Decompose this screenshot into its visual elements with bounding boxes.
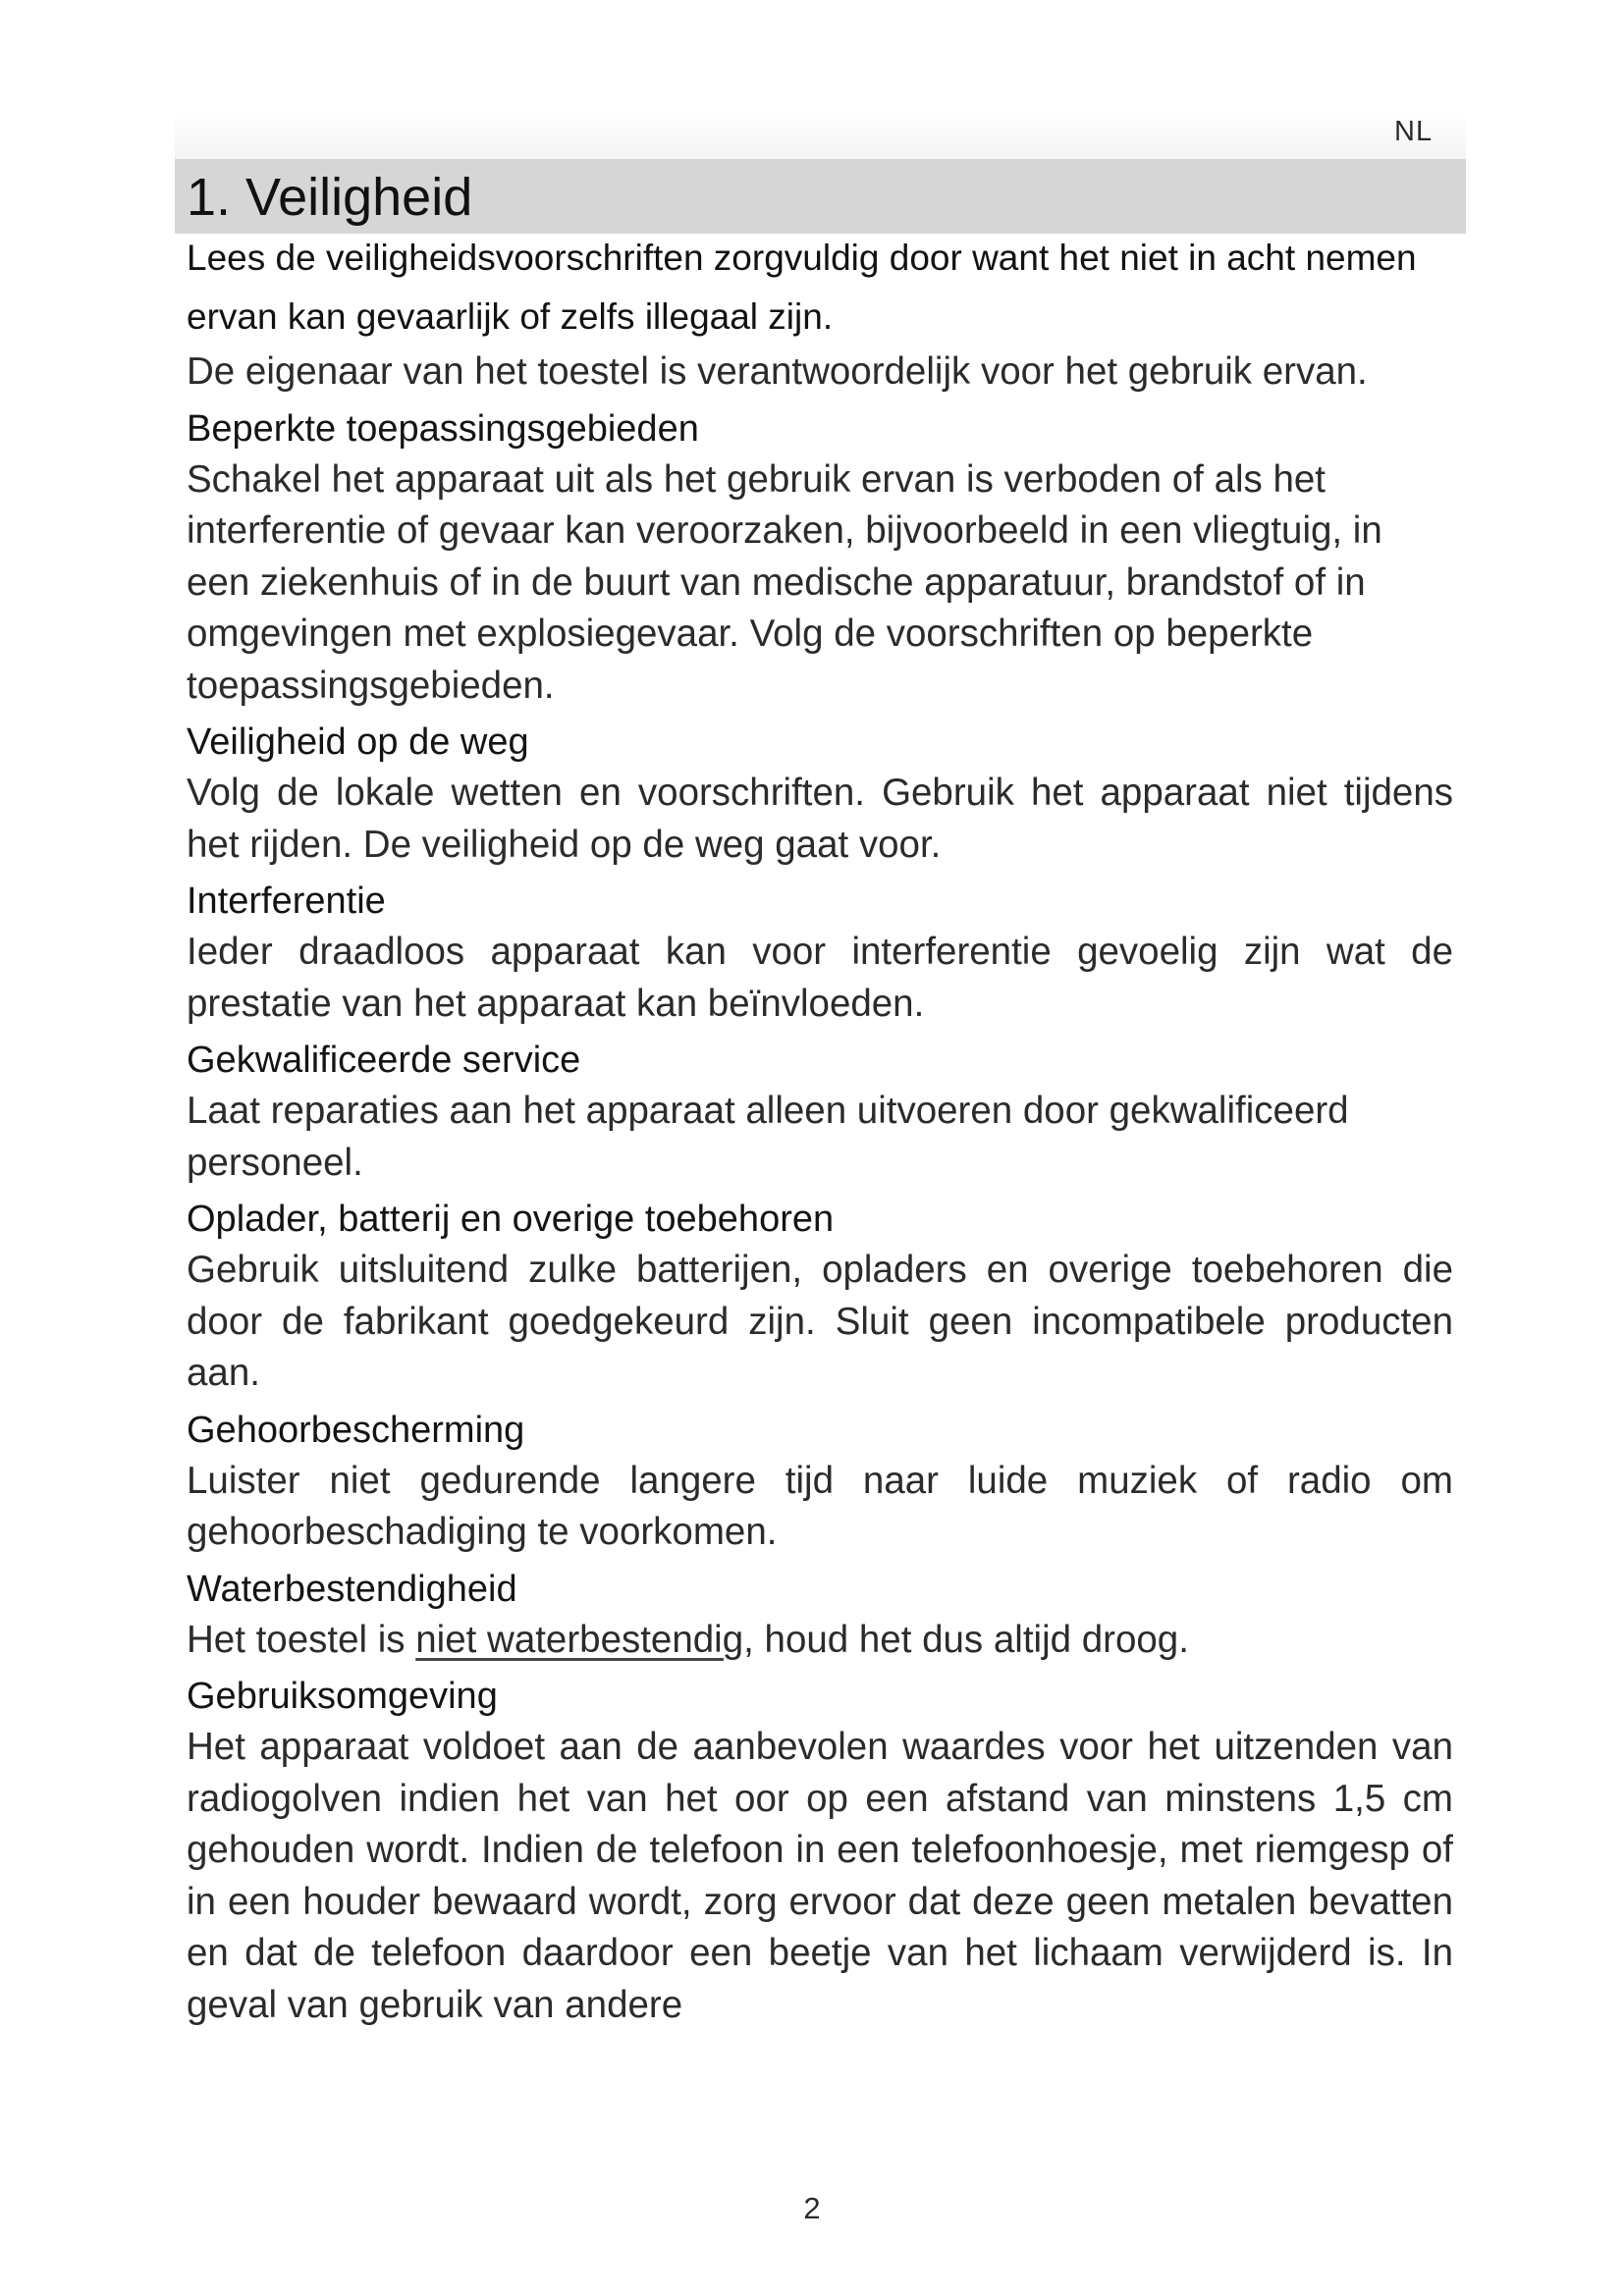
section-text-water-resistance <box>187 1615 1453 1667</box>
section-text-road-safety: Volg de lokale wetten en voorschriften. Gebruik het apparaat niet tijdens het rijden. De veiligheid op de weg gaat voor. <box>187 772 1453 866</box>
section-text-interference: Ieder draadloos apparaat kan voor interferentie gevoelig zijn wat de prestatie van het apparaat kan beïnvloeden. <box>187 931 1453 1025</box>
language-code: NL <box>1394 116 1434 147</box>
intro-owner: De eigenaar van het toestel is verantwoordelijk voor het gebruik ervan. <box>187 350 1368 393</box>
section-heading-qualified-service: Gekwalificeerde service <box>187 1040 581 1081</box>
water-text-before: Het toestel is <box>187 1618 416 1661</box>
section-text-qualified-service: Laat reparaties aan het apparaat alleen uitvoeren door gekwalificeerd personeel. <box>187 1090 1349 1184</box>
section-heading-water-resistance: Waterbestendigheid <box>187 1568 517 1610</box>
section-text-operating-environment: Het apparaat voldoet aan de aanbevolen waardes voor het uitzenden van radiogolven indien het van het oor op een afstand van minstens 1,5 cm gehouden wordt. Indien de telefoon in een telefoonhoesje, met riemgesp of in een houder bewaard wordt, zorg ervoor dat deze geen metalen bevatten en dat de telefoon daardoor een beetje van het lichaam verwijderd is. In geval van gebruik van andere <box>187 1726 1453 2026</box>
section-text-hearing-protection: Luister niet gedurende langere tijd naar luide muziek of radio om gehoorbeschadiging te voorkomen. <box>187 1459 1453 1553</box>
section-heading-interference: Interferentie <box>187 881 386 922</box>
section-heading-road-safety: Veiligheid op de weg <box>187 721 529 763</box>
section-heading-accessories: Oplader, batterij en overige toebehoren <box>187 1199 835 1240</box>
section-text-accessories: Gebruik uitsluitend zulke batterijen, opladers en overige toebehoren die door de fabrikant goedgekeurd zijn. Sluit geen incompatibele producten aan. <box>187 1249 1453 1394</box>
section-text-restricted-areas: Schakel het apparaat uit als het gebruik ervan is verboden of als het interferentie of gevaar kan veroorzaken, bijvoorbeeld in een vliegtuig, in een ziekenhuis of in de buurt van medische apparatuur, brandstof of in omgevingen met explosiegevaar. Volg de voorschriften op beperkte toepassingsgebieden. <box>187 457 1382 707</box>
section-heading-hearing-protection: Gehoorbescherming <box>187 1409 525 1451</box>
section-heading-restricted-areas: Beperkte toepassingsgebieden <box>187 407 699 450</box>
water-text-underlined: niet waterbestendig <box>415 1618 744 1661</box>
section-heading-operating-environment: Gebruiksomgeving <box>187 1676 498 1717</box>
water-text-after: , houd het dus altijd droog. <box>743 1618 1189 1661</box>
page-number: 2 <box>803 2191 821 2225</box>
document-body <box>187 229 1453 2031</box>
header-band <box>175 110 1466 161</box>
intro-warning: Lees de veiligheidsvoorschriften zorgvuldig door want het niet in acht nemen ervan kan gevaarlijk of zelfs illegaal zijn. <box>187 238 1417 337</box>
page-title: 1. Veiligheid <box>187 168 473 227</box>
